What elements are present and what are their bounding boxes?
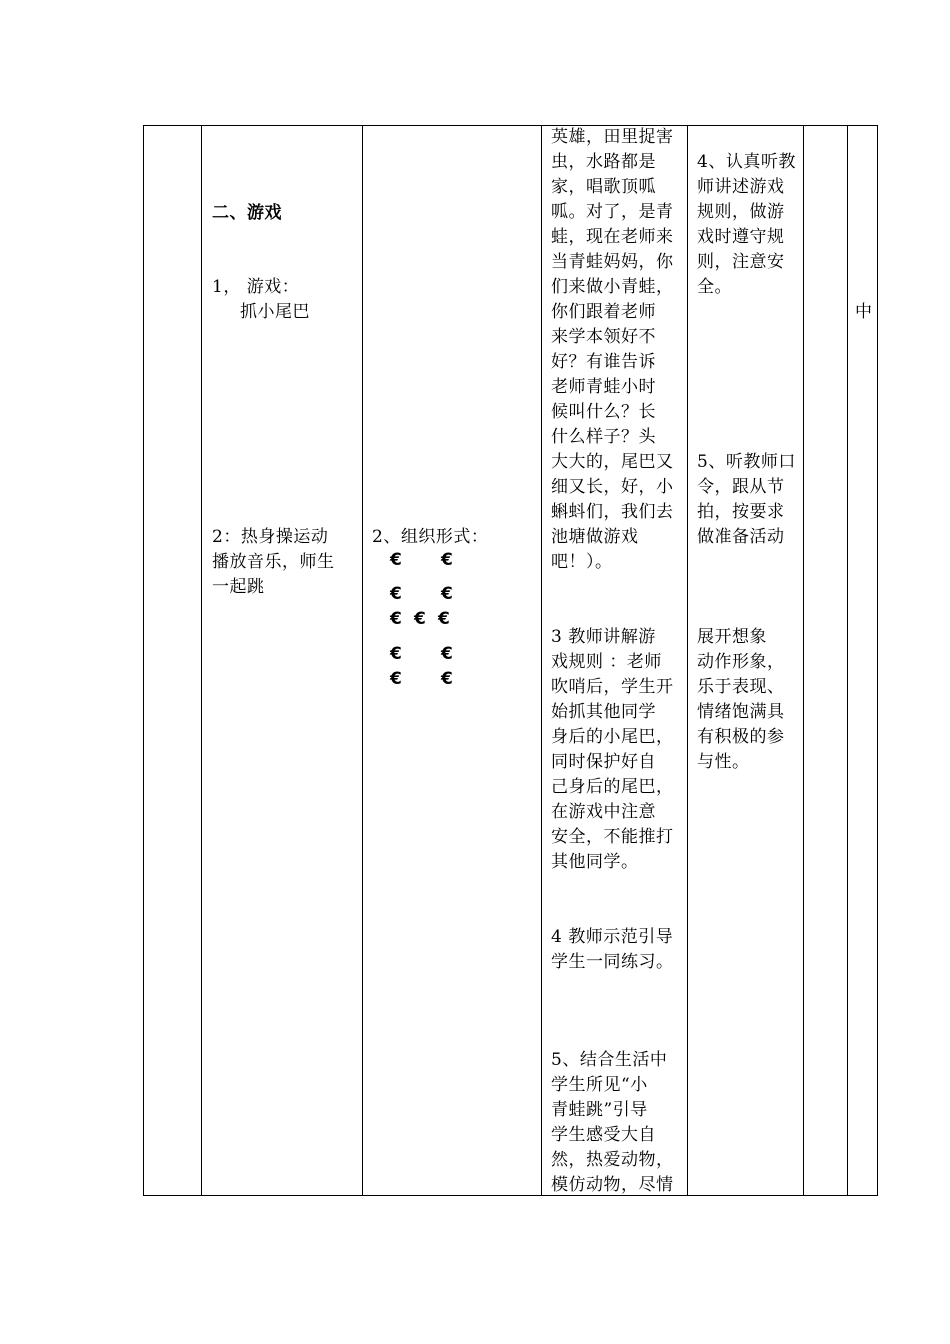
student-marker: €: [390, 609, 402, 629]
text-line: 动作形象，: [697, 652, 785, 672]
text-line: 英雄，田里捉害: [551, 127, 674, 147]
student-marker: €: [390, 644, 402, 664]
text-line: 来学本领好不: [551, 327, 656, 347]
student-marker: €: [438, 609, 450, 629]
warmup-line: 2：热身操运动: [212, 527, 329, 547]
text-line: 吹哨后，学生开: [551, 677, 674, 697]
column-divider: [362, 125, 363, 1196]
warmup-line: 一起跳: [212, 577, 265, 597]
text-line: 青蛙跳”引导: [551, 1100, 648, 1120]
game-item-label: 1， 游戏：: [212, 277, 300, 297]
text-line: 池塘做游戏: [551, 527, 639, 547]
text-line: 身后的小尾巴，: [551, 727, 674, 747]
student-marker: €: [441, 644, 453, 664]
text-line: 戏时遵守规: [697, 227, 785, 247]
student-marker: €: [390, 550, 402, 570]
text-line: 其他同学。: [551, 852, 639, 872]
text-line: 令，跟从节: [697, 477, 785, 497]
text-line: 拍，按要求: [697, 502, 785, 522]
text-line: 细又长，好，小: [551, 477, 674, 497]
text-line: 5、结合生活中: [551, 1050, 668, 1070]
text-line: 4 教师示范引导: [551, 927, 674, 947]
text-line: 学生所见“小: [551, 1075, 648, 1095]
table-border-top: [143, 125, 878, 126]
student-marker: €: [390, 584, 402, 604]
column-divider: [847, 125, 848, 1196]
column-divider: [687, 125, 688, 1196]
text-line: 然，热爱动物，: [551, 1150, 674, 1170]
text-line: 吧！）。: [551, 552, 613, 572]
text-line: 家，唱歌顶呱: [551, 177, 656, 197]
text-line: 戏规则 ：老师: [551, 652, 662, 672]
text-line: 学生一同练习。: [551, 952, 674, 972]
text-line: 安全，不能推打: [551, 827, 674, 847]
text-line: 乐于表现、: [697, 677, 785, 697]
text-line: 全。: [697, 277, 732, 297]
text-line: 有积极的参: [697, 727, 785, 747]
text-line: 在游戏中注意: [551, 802, 656, 822]
text-line: 同时保护好自: [551, 752, 656, 772]
text-line: 师讲述游戏: [697, 177, 785, 197]
student-marker: €: [441, 584, 453, 604]
text-line: 做准备活动: [697, 527, 785, 547]
text-line: 呱。对了，是青: [551, 202, 674, 222]
game-item-name: 抓小尾巴: [240, 302, 310, 322]
text-line: 老师青蛙小时: [551, 377, 656, 397]
text-line: 模仿动物，尽情: [551, 1175, 674, 1195]
text-line: 蝌蚪们，我们去: [551, 502, 674, 522]
teacher-marker: €: [414, 609, 426, 629]
text-line: 虫，水路都是: [551, 152, 656, 172]
organization-label: 2、组织形式：: [372, 527, 489, 547]
section-title: 二、游戏: [212, 203, 282, 223]
column-divider: [803, 125, 804, 1196]
text-line: 候叫什么？长: [551, 402, 656, 422]
text-line: 学生感受大自: [551, 1125, 656, 1145]
text-line: 规则，做游: [697, 202, 785, 222]
column-divider: [541, 125, 542, 1196]
text-line: 3 教师讲解游: [551, 627, 656, 647]
table-border-bottom: [143, 1195, 878, 1196]
table-border-left: [143, 125, 144, 1196]
text-line: 己身后的尾巴，: [551, 777, 674, 797]
text-line: 与性。: [697, 752, 750, 772]
text-line: 5、听教师口: [697, 452, 796, 472]
text-line: 始抓其他同学: [551, 702, 656, 722]
text-line: 情绪饱满具: [697, 702, 785, 722]
text-line: 好？有谁告诉: [551, 352, 656, 372]
column-divider: [201, 125, 202, 1196]
text-line: 当青蛙妈妈，你: [551, 252, 674, 272]
text-line: 则，注意安: [697, 252, 785, 272]
text-line: 4、认真听教: [697, 152, 796, 172]
text-line: 大大的，尾巴又: [551, 452, 674, 472]
student-marker: €: [441, 550, 453, 570]
warmup-line: 播放音乐，师生: [212, 552, 335, 572]
text-line: 蛙，现在老师来: [551, 227, 674, 247]
text-line: 什么样子？头: [551, 427, 656, 447]
student-marker: €: [390, 669, 402, 689]
text-line: 们来做小青蛙，: [551, 277, 674, 297]
text-line: 展开想象: [697, 627, 767, 647]
intensity-value: 中: [855, 302, 873, 322]
text-line: 你们跟着老师: [551, 302, 656, 322]
table-border-right: [877, 125, 878, 1196]
student-marker: €: [441, 669, 453, 689]
